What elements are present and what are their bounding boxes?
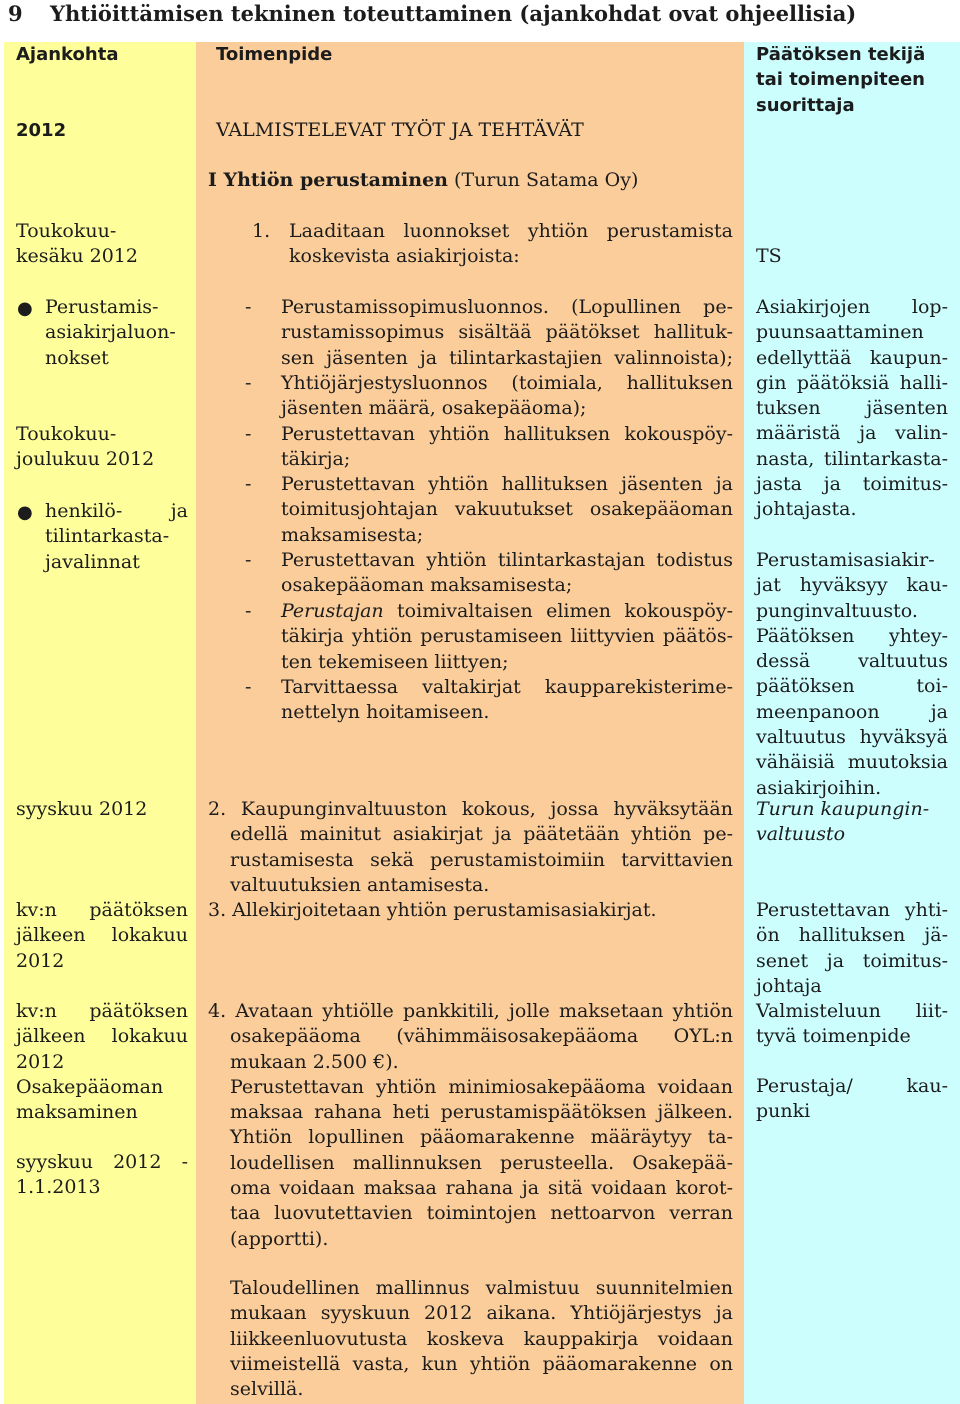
actor-line: tyvä toimenpide bbox=[756, 1025, 911, 1048]
actor-line: johtajasta. bbox=[756, 498, 857, 521]
time-bullet-line: javalinnat bbox=[45, 550, 140, 573]
actor-cell-7 bbox=[756, 1074, 948, 1125]
item-line: maksamisesta; bbox=[281, 523, 424, 546]
step-1-item-6 bbox=[281, 599, 733, 675]
step-4-line: 4. Avataan yhtiölle pankkitili, jolle maksetaan yhtiön bbox=[208, 1000, 733, 1022]
step-4-line: maksaa rahana heti perustamispäätöksen jälkeen. bbox=[230, 1101, 733, 1124]
step-1-item-3 bbox=[281, 422, 733, 473]
time-cell-line: jälkeen lokakuu bbox=[16, 1025, 188, 1048]
list-dash: - bbox=[245, 423, 252, 445]
actor-line: punki bbox=[756, 1100, 811, 1123]
actor-line: asiakirjoihin. bbox=[756, 776, 882, 799]
time-bullet-line: asiakirjaluon- bbox=[45, 321, 176, 344]
bullet-icon: ● bbox=[17, 502, 33, 523]
actor-cell-5 bbox=[756, 898, 948, 999]
step-1-number: 1. bbox=[252, 220, 271, 242]
item-line: jäsenten määrä, osakepääoma); bbox=[281, 397, 587, 420]
actor-line: Asiakirjojen lop- bbox=[756, 296, 948, 318]
actor-cell-2 bbox=[756, 295, 948, 523]
section-heading bbox=[0, 0, 960, 42]
actor-line: Päätöksen yhtey- bbox=[756, 624, 948, 647]
step-2-line: edellä mainitut asiakirjat ja päätetään yhtiön pe- bbox=[230, 823, 733, 846]
item-line: rustamissopimus sisältää päätökset hallituk- bbox=[281, 321, 733, 344]
time-cell-6 bbox=[16, 1150, 188, 1201]
time-cell-line: joulukuu 2012 bbox=[16, 448, 155, 471]
actor-cell-4 bbox=[756, 797, 948, 848]
step-4-line: (apportti). bbox=[230, 1227, 329, 1250]
section-title: Yhtiöittämisen tekninen toteuttaminen (ajankohdat ovat ohjeellisia) bbox=[50, 1, 857, 26]
list-dash: - bbox=[245, 600, 252, 622]
actor-line: tuksen jäsenten bbox=[756, 397, 948, 420]
item-line: sen jäsenten ja tilintarkastajien valinnoista); bbox=[281, 346, 733, 369]
actor-line: valtuusto bbox=[756, 823, 846, 846]
step-5-line: selvillä. bbox=[230, 1378, 304, 1401]
step-4-line: loudellisen mallinnuksen perusteella. Osakepää- bbox=[230, 1151, 733, 1174]
step-4-line: Yhtiön lopullinen pääomarakenne määräytyy ta- bbox=[230, 1126, 733, 1149]
item-line-rest: toimivaltaisen elimen kokouspöy- bbox=[383, 600, 733, 622]
header-actor-line: tai toimenpiteen bbox=[756, 69, 925, 91]
time-cell-line: syyskuu 2012 - bbox=[16, 1151, 188, 1173]
step-5-line: viimeistellä vasta, kun yhtiön pääomarakenne on bbox=[230, 1352, 733, 1375]
step-1-item-5 bbox=[281, 548, 733, 599]
item-line: Tarvittaessa valtakirjat kaupparekisterime- bbox=[281, 676, 733, 698]
item-line: Yhtiöjärjestysluonnos (toimiala, hallituksen bbox=[281, 372, 733, 394]
item-line: ten tekemiseen liittyen; bbox=[281, 650, 509, 673]
section-number: 9 bbox=[8, 1, 23, 26]
step-1-item-7 bbox=[281, 675, 733, 726]
actor-line: valtuutus hyväksyä bbox=[756, 726, 948, 749]
step-4-line: osakepääoma (vähimmäisosakepääoma OYL:n bbox=[230, 1025, 733, 1048]
time-cell-line: Osakepääoman bbox=[16, 1075, 164, 1098]
item-line: Perustamissopimusluonnos. (Lopullinen pe- bbox=[281, 296, 733, 318]
item-line: Perustettavan yhtiön hallituksen kokouspöy- bbox=[281, 423, 733, 445]
actor-line: Valmisteluun liit- bbox=[756, 1000, 948, 1022]
time-cell-1 bbox=[16, 219, 188, 270]
time-bullet-line: henkilö- ja bbox=[45, 500, 188, 522]
item-line: täkirja; bbox=[281, 448, 351, 471]
item-line: täkirja yhtiön perustamiseen liittyvien päätös- bbox=[281, 625, 733, 648]
step-5-line: mukaan syyskuun 2012 aikana. Yhtiöjärjestys ja bbox=[230, 1302, 733, 1325]
time-cell-line: 1.1.2013 bbox=[16, 1176, 101, 1199]
actor-line: senet ja toimitus- bbox=[756, 949, 948, 972]
time-cell-line: jälkeen lokakuu bbox=[16, 924, 188, 947]
step-1-line: Laaditaan luonnokset yhtiön perustamista bbox=[289, 220, 733, 242]
phase-title-normal: (Turun Satama Oy) bbox=[448, 169, 639, 191]
time-cell-5 bbox=[16, 999, 188, 1125]
actor-line: Perustaja/ kau- bbox=[756, 1075, 948, 1097]
step-4-line: Perustettavan yhtiön minimiosakepääoma voidaan bbox=[230, 1075, 733, 1098]
time-cell-line: kv:n päätöksen bbox=[16, 899, 188, 921]
step-2-line: rustamisesta sekä perustamistoimiin tarvittavien bbox=[230, 848, 733, 871]
step-4-line: mukaan 2.500 €). bbox=[230, 1050, 399, 1073]
list-dash: - bbox=[245, 372, 252, 394]
time-cell-line: kv:n päätöksen bbox=[16, 1000, 188, 1022]
actor-line: Turun kaupungin- bbox=[756, 798, 930, 820]
time-bullet-line: Perustamis- bbox=[45, 296, 159, 318]
step-3: 3. Allekirjoitetaan yhtiön perustamisasiakirjat. bbox=[208, 899, 657, 921]
actor-line: johtaja bbox=[756, 974, 822, 997]
actor-line: Perustettavan yhti- bbox=[756, 899, 948, 921]
actor-line: edellyttää kaupun- bbox=[756, 346, 948, 369]
step-5-line: Taloudellinen mallinnus valmistuu suunnitelmien bbox=[230, 1277, 733, 1299]
step-1-text bbox=[289, 219, 733, 270]
time-cell-line: Toukokuu- bbox=[16, 423, 117, 445]
actor-line: gin päätöksiä halli- bbox=[756, 371, 948, 394]
time-cell-4 bbox=[16, 898, 188, 974]
step-4-line: taa luovutettavien toimintojen nettoarvon verran bbox=[230, 1202, 733, 1225]
header-actor-line: suorittaja bbox=[756, 94, 855, 116]
actor-line: Perustamisasiakir- bbox=[756, 549, 935, 571]
actor-line: ön hallituksen jä- bbox=[756, 924, 948, 947]
time-cell-line: Toukokuu- bbox=[16, 220, 117, 242]
step-4 bbox=[208, 999, 733, 1252]
header-actor bbox=[756, 42, 952, 118]
header-actor-line: Päätöksen tekijä bbox=[756, 44, 926, 65]
time-bullet-1 bbox=[45, 295, 188, 371]
step-1-item-1 bbox=[281, 295, 733, 371]
actor-cell-3 bbox=[756, 548, 948, 801]
time-bullet-line: tilintarkasta- bbox=[45, 525, 170, 548]
intro-title: VALMISTELEVAT TYÖT JA TEHTÄVÄT bbox=[216, 119, 584, 141]
actor-cell-6 bbox=[756, 999, 948, 1050]
item-line: Perustettavan yhtiön tilintarkastajan todistus bbox=[281, 549, 733, 571]
step-4-line: oma voidaan maksaa rahana ja sitä voidaan korot- bbox=[230, 1177, 733, 1200]
step-2 bbox=[208, 797, 733, 898]
header-action: Toimenpide bbox=[216, 44, 333, 65]
step-1-item-4 bbox=[281, 472, 733, 548]
item-line: nettelyn hoitamiseen. bbox=[281, 701, 490, 724]
actor-cell-1: TS bbox=[756, 245, 782, 267]
actor-line: punginvaltuusto. bbox=[756, 599, 918, 622]
step-1-item-2 bbox=[281, 371, 733, 422]
list-dash: - bbox=[245, 676, 252, 698]
item-line: toimitusjohtajan vakuutukset osakepääoman bbox=[281, 498, 733, 521]
actor-line: dessä valtuutus bbox=[756, 650, 948, 673]
step-1-line: koskevista asiakirjoista: bbox=[289, 245, 520, 268]
time-cell-3: syyskuu 2012 bbox=[16, 798, 148, 820]
actor-line: määristä ja valin- bbox=[756, 422, 948, 445]
phase-title bbox=[208, 168, 638, 193]
bullet-icon: ● bbox=[17, 298, 33, 319]
actor-line: jasta ja toimitus- bbox=[756, 473, 948, 496]
step-5-line: liikkeenluovutusta koskeva kauppakirja voidaan bbox=[230, 1327, 733, 1350]
step-2-line: valtuutuksien antamisesta. bbox=[230, 873, 490, 896]
item-line: osakepääoman maksamisesta; bbox=[281, 574, 573, 597]
time-cell-2 bbox=[16, 422, 188, 473]
intro-year: 2012 bbox=[16, 120, 67, 141]
header-time: Ajankohta bbox=[16, 44, 119, 65]
actor-line: vähäisiä muutoksia bbox=[756, 751, 948, 774]
actor-line: puunsaattaminen bbox=[756, 321, 924, 344]
list-dash: - bbox=[245, 473, 252, 495]
time-bullet-line: nokset bbox=[45, 346, 109, 369]
time-bullet-2 bbox=[45, 499, 188, 575]
list-dash: - bbox=[245, 549, 252, 571]
actor-line: jat hyväksyy kau- bbox=[756, 574, 948, 597]
step-2-line: 2. Kaupunginvaltuuston kokous, jossa hyväksytään bbox=[208, 798, 733, 820]
step-5 bbox=[230, 1276, 733, 1402]
time-cell-line: 2012 bbox=[16, 949, 65, 972]
time-cell-line: kesäku 2012 bbox=[16, 245, 138, 268]
list-dash: - bbox=[245, 296, 252, 318]
actor-line: meenpanoon ja bbox=[756, 700, 948, 723]
time-cell-line: 2012 bbox=[16, 1050, 65, 1073]
actor-line: päätöksen toi- bbox=[756, 675, 948, 698]
actor-line: nasta, tilintarkasta- bbox=[756, 447, 948, 470]
time-cell-line: maksaminen bbox=[16, 1101, 138, 1124]
founder-term: Perustajan bbox=[281, 600, 384, 622]
item-line bbox=[281, 599, 733, 624]
phase-title-bold: I Yhtiön perustaminen bbox=[208, 169, 448, 191]
item-line: Perustettavan yhtiön hallituksen jäsenten ja bbox=[281, 473, 733, 495]
